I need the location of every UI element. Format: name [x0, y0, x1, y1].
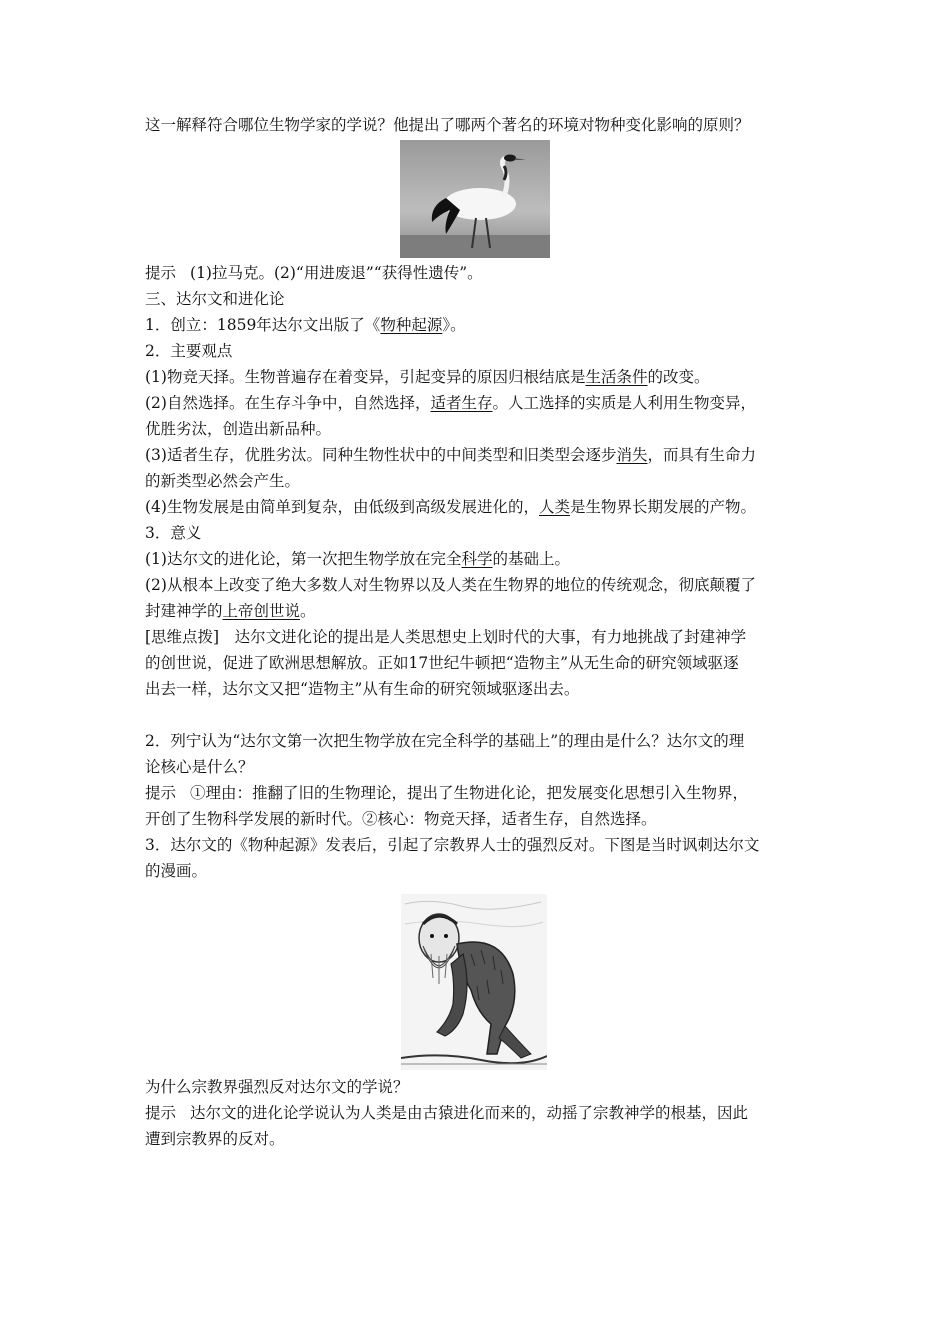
- question-3-line-1: 3．达尔文的《物种起源》发表后，引起了宗教界人士的强烈反对。下图是当时讽刺达尔文: [145, 836, 760, 854]
- question-1-text: 这一解释符合哪位生物学家的学说？他提出了哪两个著名的环境对物种变化影响的原则？: [145, 116, 750, 134]
- question-3-prompt: 为什么宗教界强烈反对达尔文的学说？: [145, 1078, 409, 1096]
- thinking-tip-2: 的创世说，促进了欧洲思想解放。正如17世纪牛顿把“造物主”从无生命的研究领域驱逐: [145, 654, 739, 672]
- hint-3-cont: 遭到宗教界的反对。: [145, 1130, 285, 1148]
- view-3-cont: 的新类型必然会产生。: [145, 472, 301, 490]
- hint-label: 提示: [145, 1104, 177, 1122]
- darwin-ape-cartoon: [401, 894, 547, 1070]
- crane-photo: [400, 140, 550, 258]
- significance-2-cont: 封建神学的上帝创世说。: [145, 602, 316, 620]
- underlined-term: 人类: [538, 498, 570, 516]
- view-1: (1)物竞天择。生物普遍存在着变异，引起变异的原因归根结底是生活条件的改变。: [145, 368, 710, 386]
- significance-1: (1)达尔文的进化论，第一次把生物学放在完全科学的基础上。: [145, 550, 570, 568]
- view-4: (4)生物发展是由简单到复杂，由低级到高级发展进化的，人类是生物界长期发展的产物。: [145, 498, 756, 516]
- underlined-term: 适者生存: [430, 394, 493, 412]
- underlined-term: 科学: [461, 550, 493, 568]
- question-3-line-2: 的漫画。: [145, 862, 208, 880]
- significance-2: (2)从根本上改变了绝大多数人对生物界以及人类在生物界的地位的传统观念，彻底颠覆了: [145, 576, 756, 594]
- hint-2-cont: 开创了生物科学发展的新时代。②核心：物竞天择，适者生存，自然选择。: [145, 810, 657, 828]
- hint-label: 提示: [145, 784, 177, 802]
- point-1-creation: 1．创立：1859年达尔文出版了《物种起源》。: [145, 316, 466, 334]
- view-2-cont: 优胜劣汰，创造出新品种。: [145, 420, 332, 438]
- hint-3: 提示 达尔文的进化论学说认为人类是由古猿进化而来的，动摇了宗教神学的根基，因此: [145, 1104, 749, 1122]
- hint-2: 提示 ①理由：推翻了旧的生物理论，提出了生物进化论，把发展变化思想引入生物界，: [145, 784, 749, 802]
- section-3-title: 三、达尔文和进化论: [145, 290, 285, 308]
- question-2-line-1: 2．列宁认为“达尔文第一次把生物学放在完全科学的基础上”的理由是什么？达尔文的理: [145, 732, 745, 750]
- underlined-term: 上帝创世说: [222, 602, 301, 620]
- underlined-term: 生活条件: [585, 368, 648, 386]
- thinking-tip-1: [思维点拨] 达尔文进化论的提出是人类思想史上划时代的大事，有力地挑战了封建神学: [145, 628, 747, 646]
- underlined-term: 消失: [616, 446, 648, 464]
- hint-1: [145, 260, 805, 286]
- question-2-line-2: 论核心是什么？: [145, 758, 254, 776]
- thinking-tip-3: 出去一样，达尔文又把“造物主”从有生命的研究领域驱逐出去。: [145, 680, 580, 698]
- document-body: [145, 112, 805, 1152]
- point-3-title: 3．意义: [145, 524, 202, 542]
- point-2-title: 2．主要观点: [145, 342, 233, 360]
- hint-label: 提示: [145, 264, 177, 282]
- view-3: (3)适者生存，优胜劣汰。同种生物性状中的中间类型和旧类型会逐步消失，而具有生命力: [145, 446, 756, 464]
- hint-text: (1)拉马克。(2)“用进废退”“获得性遗传”。: [190, 264, 483, 282]
- view-2: (2)自然选择。在生存斗争中，自然选择，适者生存。人工选择的实质是人利用生物变异，: [145, 394, 756, 412]
- underlined-term: 物种起源: [380, 316, 443, 334]
